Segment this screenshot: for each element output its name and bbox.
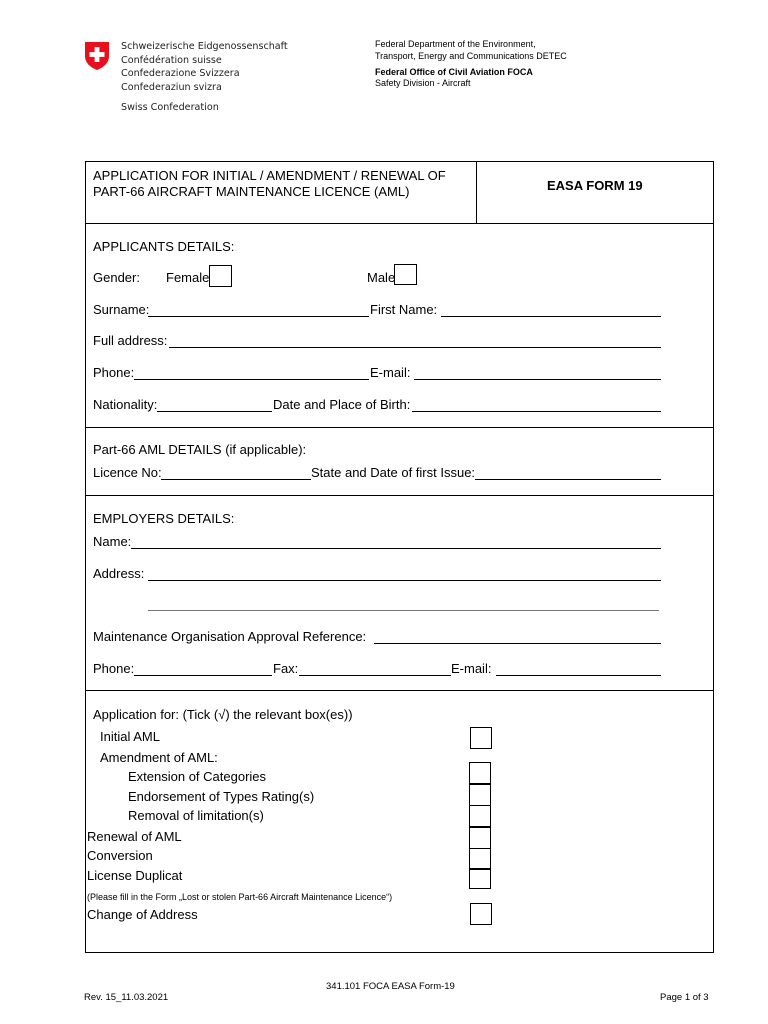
application-heading: Application for: (Tick (√) the relevant box(es)) <box>93 707 353 722</box>
applicant-heading: APPLICANTS DETAILS: <box>93 239 235 254</box>
employer-address-field-2[interactable] <box>148 610 659 611</box>
state-date-field[interactable] <box>475 479 661 480</box>
surname-label: Surname: <box>93 302 150 317</box>
approval-ref-field[interactable] <box>374 643 661 644</box>
gender-label: Gender: <box>93 270 140 285</box>
form-id: EASA FORM 19 <box>547 178 643 193</box>
phone-field[interactable] <box>134 379 369 380</box>
full-address-field[interactable] <box>169 347 661 348</box>
amendment-label: Amendment of AML: <box>100 750 218 765</box>
male-checkbox[interactable] <box>394 264 417 285</box>
confederation-names <box>121 40 288 115</box>
division-name: Safety Division - Aircraft <box>375 78 471 89</box>
extension-categories-label: Extension of Categories <box>128 769 267 784</box>
surname-field[interactable] <box>148 316 369 317</box>
form-title-line2: PART-66 AIRCRAFT MAINTENANCE LICENCE (AML) <box>93 184 410 199</box>
aml-heading: Part-66 AML DETAILS (if applicable): <box>93 442 307 457</box>
divider-title-vertical <box>476 162 477 223</box>
renewal-label: Renewal of AML <box>87 829 182 844</box>
full-address-label: Full address: <box>93 333 168 348</box>
swiss-crest-logo <box>84 41 110 71</box>
state-date-label: State and Date of first Issue: <box>311 465 476 480</box>
doc-reference: 341.101 FOCA EASA Form-19 <box>326 981 455 992</box>
phone-label: Phone: <box>93 365 135 380</box>
employer-fax-field[interactable] <box>299 675 451 676</box>
licence-no-field[interactable] <box>161 479 311 480</box>
female-label: Female <box>166 270 210 285</box>
divider-applicant <box>86 427 713 428</box>
confederation-de: Schweizerische Eidgenossenschaft <box>121 41 288 52</box>
employer-fax-label: Fax: <box>273 661 299 676</box>
duplicate-label: License Duplicat <box>87 868 183 883</box>
extension-categories-checkbox[interactable] <box>469 762 491 784</box>
change-address-checkbox[interactable] <box>470 903 492 925</box>
initial-aml-checkbox[interactable] <box>470 727 492 749</box>
divider-aml <box>86 495 713 496</box>
employer-email-label: E-mail: <box>451 661 492 676</box>
endorsement-checkbox[interactable] <box>469 784 491 806</box>
first-name-field[interactable] <box>441 316 661 317</box>
duplicate-note: (Please fill in the Form „Lost or stolen Part-66 Aircraft Maintenance Licence“) <box>87 892 393 902</box>
form-frame <box>85 161 714 953</box>
dob-place-label: Date and Place of Birth: <box>273 397 411 412</box>
revision: Rev. 15_11.03.2021 <box>84 992 169 1003</box>
employer-address-field[interactable] <box>148 580 661 581</box>
nationality-field[interactable] <box>157 411 272 412</box>
employer-phone-label: Phone: <box>93 661 135 676</box>
removal-checkbox[interactable] <box>469 805 491 827</box>
employer-heading: EMPLOYERS DETAILS: <box>93 511 235 526</box>
change-address-label: Change of Address <box>87 907 198 922</box>
employer-address-label: Address: <box>93 566 145 581</box>
initial-aml-label: Initial AML <box>100 729 160 744</box>
approval-ref-label: Maintenance Organisation Approval Reference: <box>93 629 367 644</box>
divider-title <box>86 223 713 224</box>
department-line1: Federal Department of the Environment, <box>375 39 536 49</box>
renewal-checkbox[interactable] <box>469 827 491 849</box>
nationality-label: Nationality: <box>93 397 158 412</box>
employer-email-field[interactable] <box>496 675 661 676</box>
divider-employer <box>86 690 713 691</box>
form-title-line1: APPLICATION FOR INITIAL / AMENDMENT / RENEWAL OF <box>93 168 446 183</box>
confederation-en: Swiss Confederation <box>121 102 219 114</box>
conversion-label: Conversion <box>87 848 153 863</box>
dob-place-field[interactable] <box>412 411 661 412</box>
confederation-rm: Confederaziun svizra <box>121 81 222 93</box>
confederation-fr: Confédération suisse <box>121 54 222 66</box>
office-name: Federal Office of Civil Aviation FOCA <box>375 66 533 77</box>
employer-name-label: Name: <box>93 534 132 549</box>
licence-no-label: Licence No: <box>93 465 162 480</box>
endorsement-label: Endorsement of Types Rating(s) <box>128 789 315 804</box>
duplicate-checkbox[interactable] <box>469 868 491 889</box>
employer-phone-field[interactable] <box>134 675 272 676</box>
female-checkbox[interactable] <box>209 265 232 287</box>
confederation-it: Confederazione Svizzera <box>121 68 240 80</box>
removal-label: Removal of limitation(s) <box>128 808 264 823</box>
conversion-checkbox[interactable] <box>469 848 491 870</box>
department-line2: Transport, Energy and Communications DETEC <box>375 50 567 61</box>
email-label: E-mail: <box>370 365 411 380</box>
first-name-label: First Name: <box>370 302 438 317</box>
employer-name-field[interactable] <box>131 548 661 549</box>
email-field[interactable] <box>414 379 661 380</box>
department-block <box>375 39 567 90</box>
male-label: Male <box>367 270 396 285</box>
page-number: Page 1 of 3 <box>660 992 709 1003</box>
